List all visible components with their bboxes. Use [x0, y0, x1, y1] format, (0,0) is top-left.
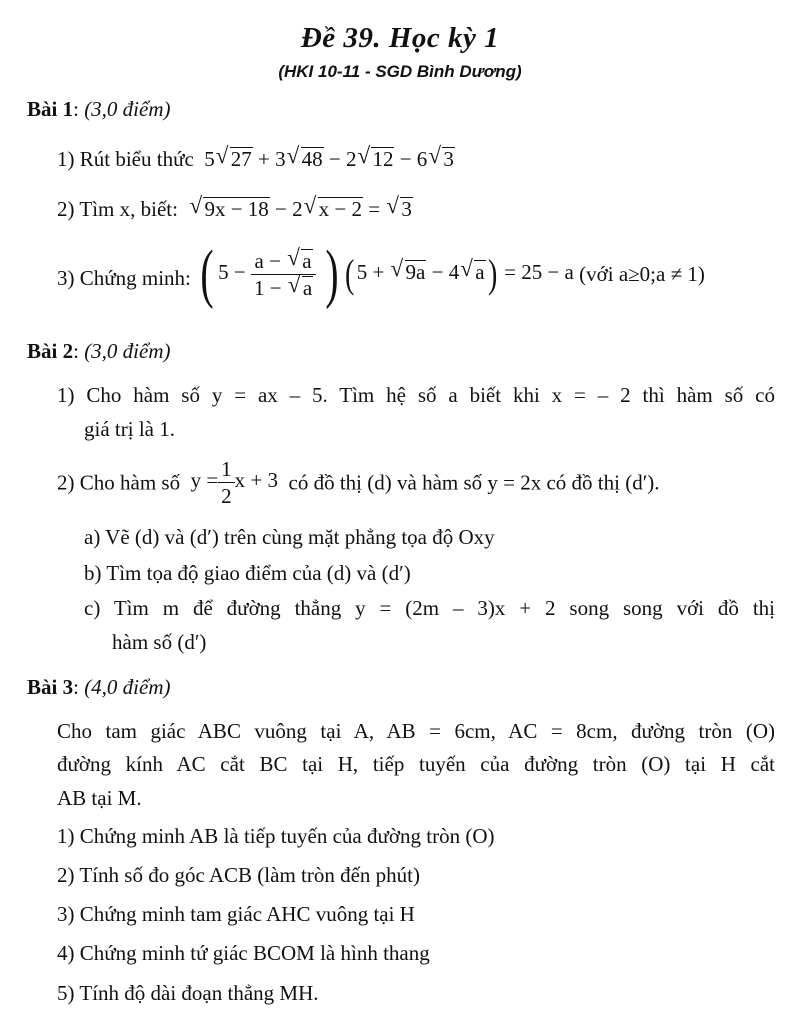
bai2-q2-function: y = $\frac{1}{2}$ x + 3 [185, 457, 284, 508]
bai2-qb: b) Tìm tọa độ giao điểm của (d) và (d′) [84, 561, 411, 585]
bai3-q1: 1) Chứng minh AB là tiếp tuyến của đường tròn (O) [57, 824, 495, 848]
bai2-label: Bài 2 [27, 339, 74, 363]
bai1-heading: Bài 1: (3,0 điểm) [27, 97, 171, 121]
bai1-q2-text: 2) Tìm x, biết: [57, 197, 178, 221]
bai3-label: Bài 3 [27, 675, 74, 699]
bai1-q2 [57, 196, 413, 222]
bai3-q4: 4) Chứng minh tứ giác BCOM là hình thang [57, 941, 430, 965]
bai1-q3-text: 3) Chứng minh: [57, 266, 191, 290]
bai2-q1-line2: giá trị là 1. [84, 417, 175, 441]
bai2-q2-fraction: $\frac{1}{2}$ [218, 456, 235, 509]
bai1-points: (3,0 điểm) [84, 97, 171, 121]
bai1-q1 [57, 146, 455, 172]
bai2-q2-prefix: 2) Cho hàm số [57, 470, 181, 495]
bai2-qa: a) Vẽ (d) và (d′) trên cùng mặt phẳng tọa độ Oxy [84, 525, 495, 549]
page-title: Đề 39. Học kỳ 1 [300, 22, 500, 54]
bai2-q2-suffix: có đồ thị (d) và hàm số y = 2x có đồ thị (d′). [288, 470, 660, 495]
bai2-points: (3,0 điểm) [84, 339, 171, 363]
bai3-q2: 2) Tính số đo góc ACB (làm tròn đến phút) [57, 863, 420, 887]
bai2-heading: Bài 2: (3,0 điểm) [27, 339, 171, 363]
bai2-qc-line2: hàm số (d′) [112, 630, 207, 654]
bai3-intro-line2: đường kính AC cắt BC tại H, tiếp tuyến của đường tròn (O) tại H cắt [57, 752, 775, 776]
bai1-q3-fraction: $\frac{a - √ a}{1 - √ a}$ [251, 248, 316, 301]
bai3-heading: Bài 3: (4,0 điểm) [27, 675, 171, 699]
bai3-intro-line1: Cho tam giác ABC vuông tại A, AB = 6cm, AC = 8cm, đường tròn (O) [57, 719, 775, 743]
page-subtitle: (HKI 10-11 - SGD Bình Dương) [278, 62, 522, 81]
bai2-q1-line1: 1) Cho hàm số y = ax – 5. Tìm hệ số a biết khi x = – 2 thì hàm số có [57, 383, 775, 407]
bai1-q1-expression: 5√ 27 + 3√ 48 − 2√ 12 − 6√ 3 [199, 147, 455, 171]
bai1-q1-text: 1) Rút biểu thức [57, 147, 194, 171]
bai1-label: Bài 1 [27, 97, 74, 121]
bai3-intro-line3: AB tại M. [57, 786, 142, 810]
bai3-points: (4,0 điểm) [84, 675, 171, 699]
bai1-q3 [57, 237, 705, 314]
bai1-q3-condition: (với a≥0;a ≠ 1) [579, 262, 705, 286]
bai1-q2-expression: √ 9x − 18 − 2√ x − 2 = √ 3 [183, 197, 413, 221]
bai2-q2 [57, 456, 660, 516]
bai3-q5: 5) Tính độ dài đoạn thẳng MH. [57, 981, 319, 1005]
bai3-q3: 3) Chứng minh tam giác AHC vuông tại H [57, 902, 415, 926]
bai2-qc-line1: c) Tìm m để đường thẳng y = (2m – 3)x + 2 song song với đồ thị [84, 596, 775, 620]
bai1-q3-expression: ( 5 − $\frac{a - √ a}{1 - √ a}$ ) (5 + √ 9a − 4√ a) = 25 − a [196, 260, 579, 284]
